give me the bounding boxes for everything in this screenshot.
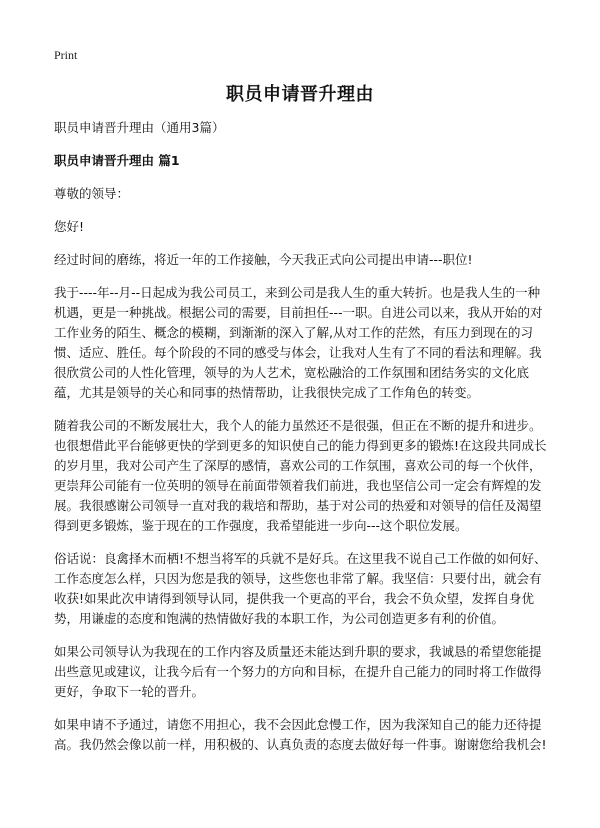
paragraph: 如果公司领导认为我现在的工作内容及质量还未能达到升职的要求，我诚恳的希望您能提出些意见或建议，让我今后有一个努力的方向和目标，在提升自己能力的同时将工作做得更好，争取下一轮的晋升。: [54, 644, 542, 699]
salutation: 尊敬的领导：: [54, 186, 130, 201]
document-body: [54, 118, 550, 768]
paragraph: 经过时间的磨练，将近一年的工作接触，今天我正式向公司提出申请---职位!: [54, 252, 473, 267]
paragraph: 俗话说：良禽择木而栖!不想当将军的兵就不是好兵。在这里我不说自己工作做的如何好、工作态度怎么样，只因为您是我的领导，这些您也非常了解。我坚信：只要付出，就会有收获!如果此次申请得到领导认同，提供我一个更高的平台，我会不负众望，发挥自身优势，用谦虚的态度和饱满的热情做好我的本职工作，为公司创造更多有利的价值。: [54, 551, 547, 626]
intro-line: 职员申请晋升理由（通用3篇）: [54, 120, 225, 135]
paragraph: 随着我公司的不断发展壮大，我个人的能力虽然还不是很强，但正在不断的提升和进步。也很想借此平台能够更快的学到更多的知识使自己的能力得到更多的锻炼!在这段共同成长的岁月里，我对公司产生了深厚的感情，喜欢公司的工作氛围，喜欢公司的每一个伙伴，更崇拜公司能有一位英明的领导在前面带领着我们前进，我也坚信公司一定会有辉煌的发展。我很感谢公司领导一直对我的栽培和帮助，基于对公司的热爱和对领导的信任及渴望得到更多锻炼，鉴于现在的工作强度，我希望能进一步向---这个职位发展。: [54, 418, 547, 533]
paragraph: 我于----年--月--日起成为我公司员工，来到公司是我人生的重大转折。也是我人生的一种机遇，更是一种挑战。根据公司的需要，目前担任---一职。自进公司以来，我从开始的对工作业务的陌生、概念的模糊，到渐渐的深入了解,从对工作的茫然，有压力到现在的习惯、适应、胜任。每个阶段的不同的感受与体会，让我对人生有了不同的看法和理解。我很欣赏公司的人性化管理，领导的为人艺术，宽松融洽的工作氛围和团结务实的文化底蕴，尤其是领导的关心和同事的热情帮助，让我很快完成了工作角色的转变。: [54, 285, 543, 400]
paragraph: 如果申请不予通过，请您不用担心，我不会因此怠慢工作，因为我深知自己的能力还待提高。我仍然会像以前一样，用积极的、认真负责的态度去做好每一件事。谢谢您给我机会!: [54, 717, 547, 752]
print-link[interactable]: Print: [54, 48, 78, 62]
page-title: 职员申请晋升理由: [226, 84, 374, 105]
article-heading: 职员申请晋升理由 篇1: [54, 153, 180, 168]
greeting: 您好!: [54, 219, 85, 234]
